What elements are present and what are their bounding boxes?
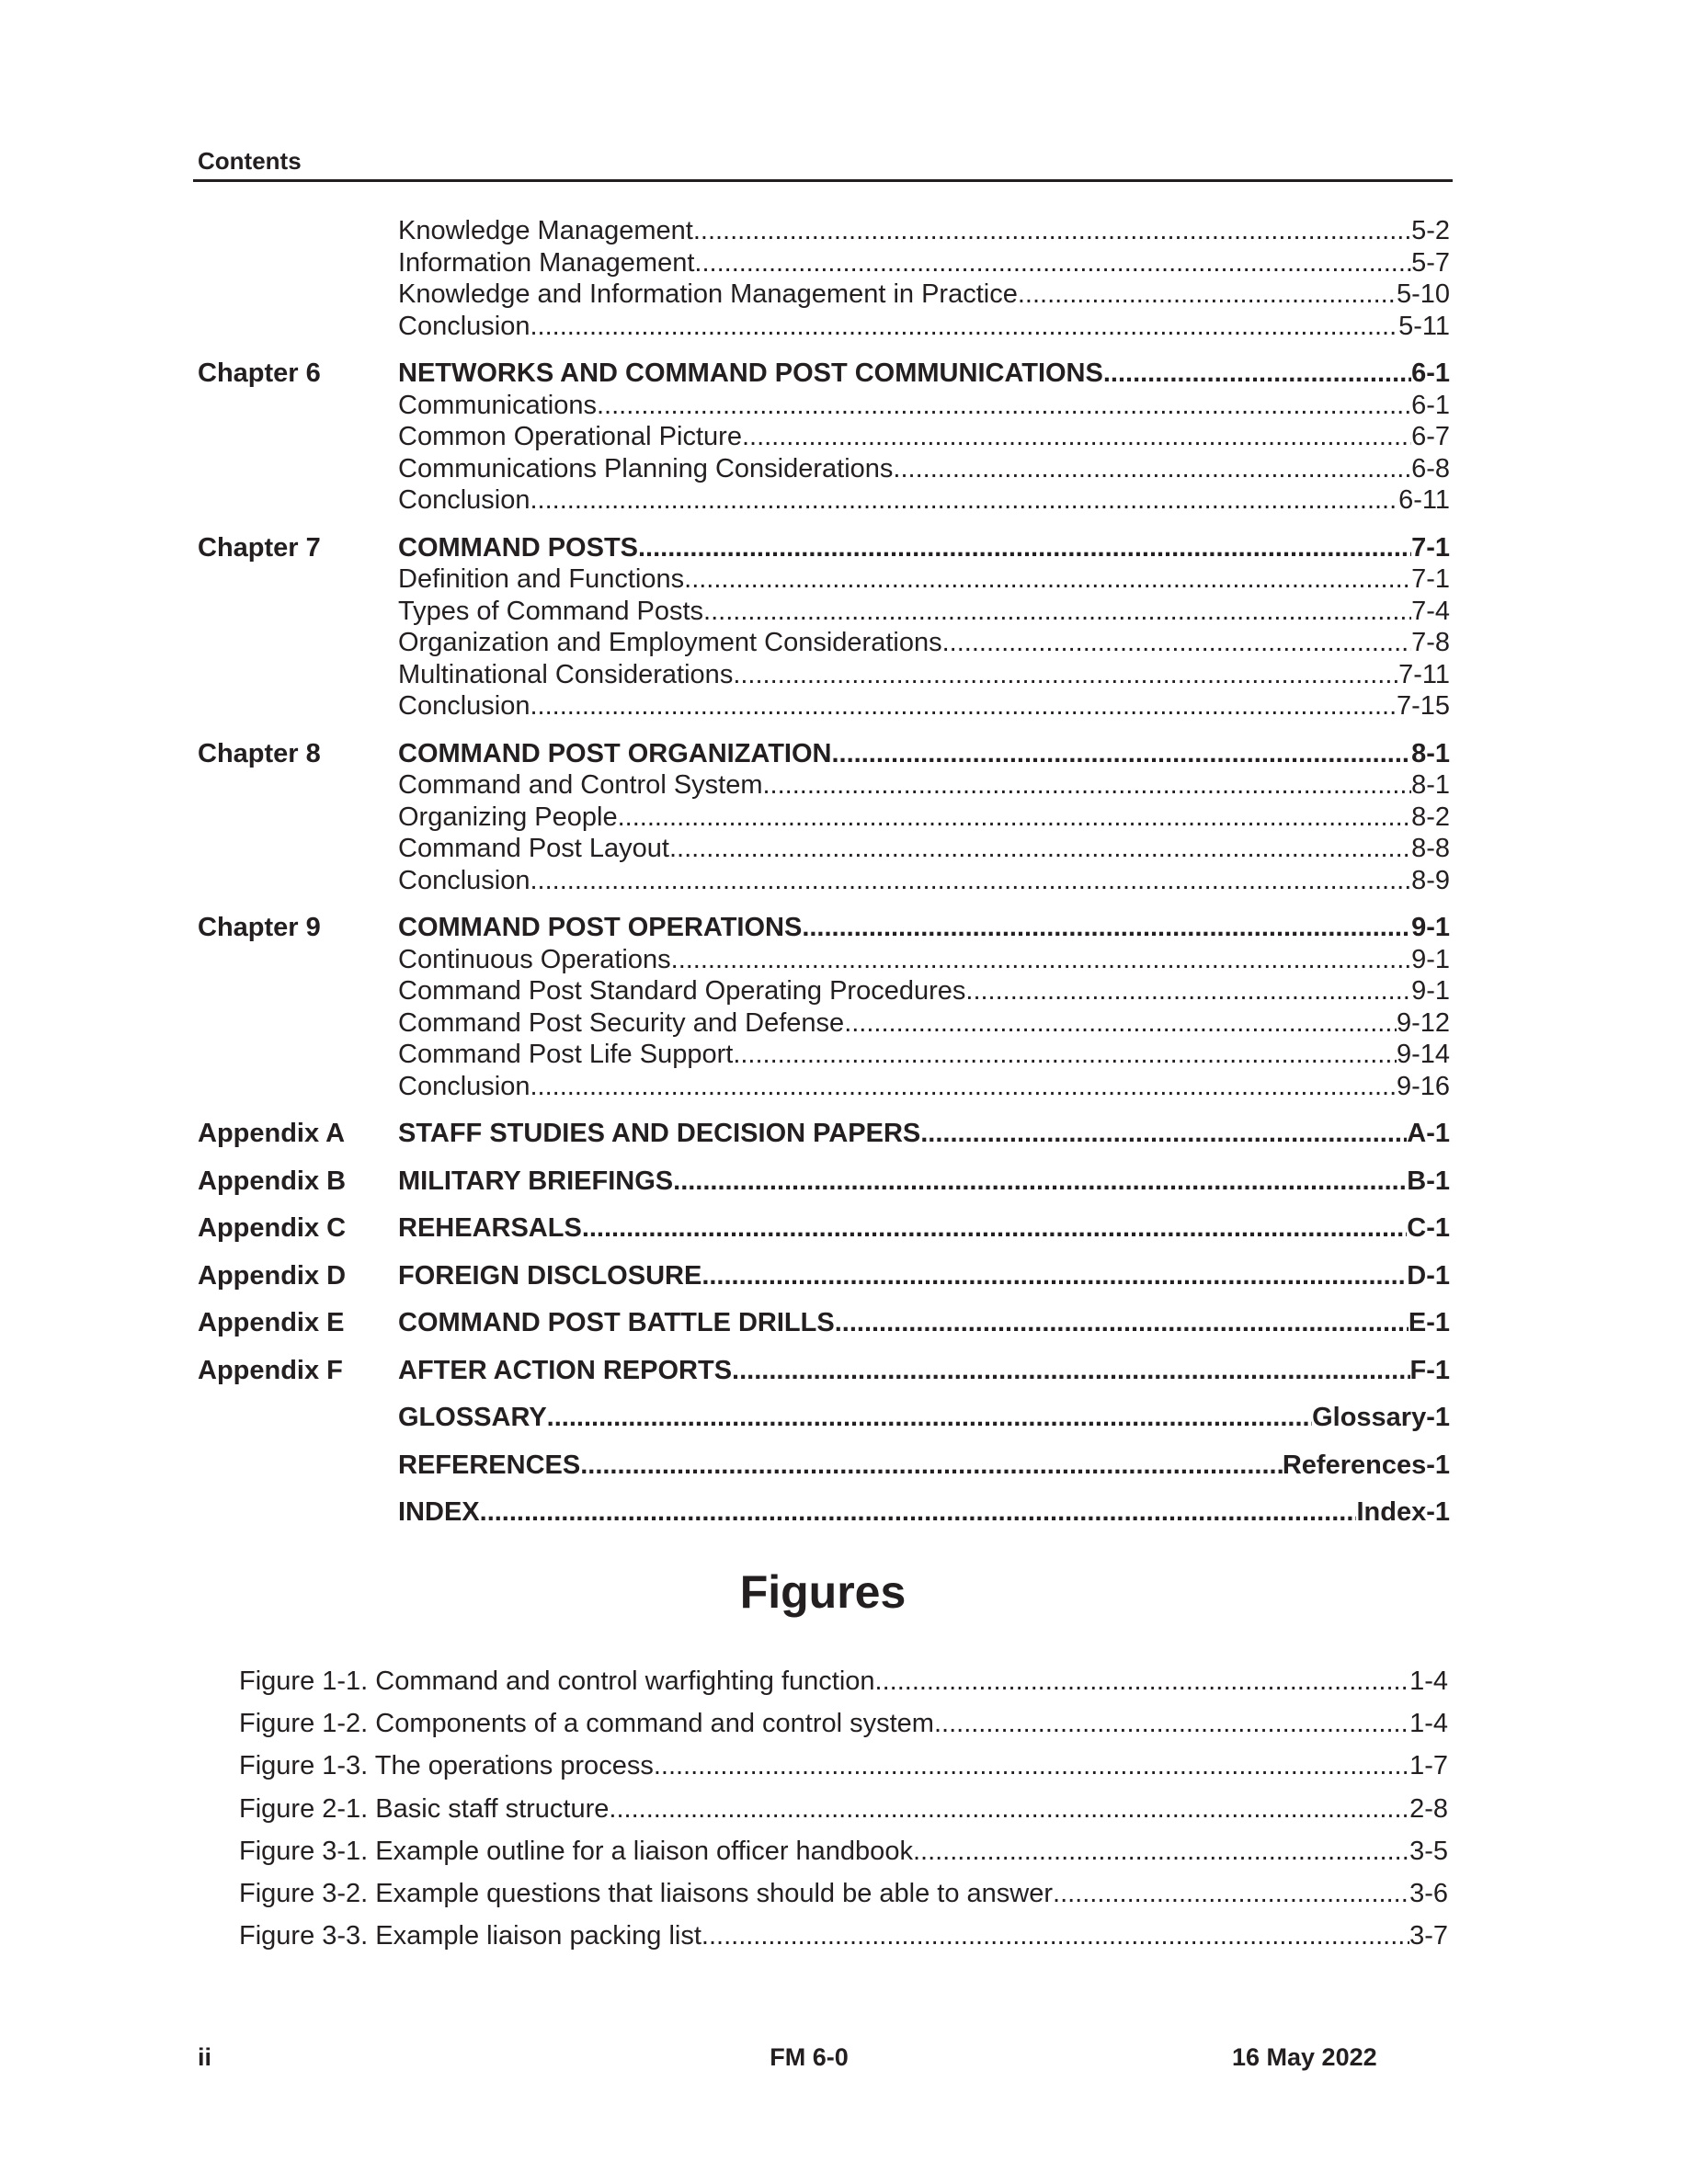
toc-row[interactable] — [198, 865, 1453, 897]
dot-leader — [934, 1702, 1409, 1745]
toc-entry-page: 8-2 — [1411, 802, 1450, 832]
dot-leader — [547, 1402, 1312, 1434]
toc-entry-title: Conclusion — [398, 691, 530, 721]
figure-page: 2-8 — [1409, 1793, 1448, 1824]
dot-leader — [694, 247, 1411, 279]
toc-row[interactable] — [198, 1496, 1453, 1529]
toc-entry-title: Command Post Security and Defense — [398, 1007, 845, 1038]
toc-entry[interactable] — [398, 912, 1450, 944]
figure-list-item[interactable] — [239, 1915, 1448, 1957]
dot-leader — [942, 627, 1411, 659]
toc-entry-page: D-1 — [1407, 1260, 1450, 1291]
toc-entry-page: 9-12 — [1396, 1007, 1450, 1038]
toc-section-label: Chapter 8 — [198, 738, 321, 768]
toc-entry-title: Command Post Layout — [398, 834, 669, 863]
toc-row[interactable] — [198, 1118, 1453, 1150]
dot-leader — [832, 738, 1412, 770]
figure-list-item[interactable] — [239, 1745, 1448, 1787]
dot-leader — [844, 1007, 1397, 1040]
toc-entry-title: STAFF STUDIES AND DECISION PAPERS — [398, 1119, 921, 1148]
figure-page: 3-7 — [1409, 1921, 1448, 1951]
toc-entry[interactable] — [398, 802, 1450, 834]
toc-entry-title: Definition and Functions — [398, 564, 685, 594]
toc-entry-title: REFERENCES — [398, 1450, 581, 1480]
toc-entry-page: B-1 — [1407, 1166, 1450, 1196]
dot-leader — [701, 1260, 1407, 1292]
toc-entry-title: Multinational Considerations — [398, 659, 734, 689]
dot-leader — [733, 1039, 1397, 1071]
toc-group — [198, 1402, 1453, 1434]
toc-entry-page: 9-1 — [1411, 913, 1450, 942]
toc-entry-page: 7-1 — [1411, 564, 1450, 594]
dot-leader — [684, 563, 1411, 596]
toc-entry[interactable] — [398, 279, 1450, 311]
toc-group — [198, 358, 1453, 517]
toc-entry-title: Command Post Life Support — [398, 1040, 734, 1069]
toc-entry-page: 7-1 — [1411, 532, 1450, 563]
toc-row[interactable] — [198, 1007, 1453, 1040]
toc-entry-page: 9-1 — [1411, 944, 1450, 974]
dot-leader — [1053, 1872, 1409, 1915]
toc-group — [198, 912, 1453, 1102]
toc-row[interactable] — [198, 390, 1453, 422]
toc-entry[interactable] — [398, 311, 1450, 343]
dot-leader — [763, 769, 1412, 802]
dot-leader — [580, 1450, 1283, 1482]
toc-entry-page: 7-11 — [1398, 659, 1450, 689]
toc-row[interactable] — [198, 802, 1453, 834]
toc-entry[interactable] — [398, 944, 1450, 976]
toc-row[interactable] — [198, 690, 1453, 722]
toc-entry-page: 5-10 — [1396, 279, 1450, 309]
toc-entry-page: A-1 — [1407, 1119, 1450, 1148]
dot-leader — [965, 975, 1411, 1007]
toc-section-label: Chapter 7 — [198, 532, 321, 563]
dot-leader — [597, 390, 1411, 422]
toc-row[interactable] — [198, 1071, 1453, 1103]
footer-page-number: ii — [198, 2043, 212, 2071]
toc-entry-title: Command and Control System — [398, 770, 763, 800]
dot-leader — [671, 944, 1411, 976]
toc-entry-page: 7-4 — [1411, 596, 1450, 626]
toc-entry[interactable] — [398, 1007, 1450, 1040]
toc-entry[interactable] — [398, 659, 1450, 691]
figure-page: 1-7 — [1409, 1751, 1448, 1781]
toc-entry[interactable] — [398, 1307, 1450, 1339]
toc-row[interactable] — [198, 1260, 1453, 1292]
toc-row[interactable] — [198, 563, 1453, 596]
dot-leader — [1103, 358, 1411, 390]
figure-title: Figure 1-1. Command and control warfighting function — [239, 1666, 875, 1696]
figure-page: 1-4 — [1409, 1666, 1448, 1696]
toc-row[interactable] — [198, 659, 1453, 691]
toc-entry-page: 9-16 — [1396, 1071, 1450, 1101]
toc-entry[interactable] — [398, 833, 1450, 865]
toc-row[interactable] — [198, 358, 1453, 390]
toc-entry[interactable] — [398, 247, 1450, 279]
toc-row[interactable] — [198, 1450, 1453, 1482]
table-of-contents — [198, 215, 1453, 1544]
toc-entry-title: COMMAND POSTS — [398, 532, 638, 563]
toc-row[interactable] — [198, 1402, 1453, 1434]
dot-leader — [582, 1212, 1407, 1245]
toc-entry-title: Conclusion — [398, 865, 530, 895]
dot-leader — [693, 215, 1411, 247]
toc-row[interactable] — [198, 247, 1453, 279]
figure-page: 1-4 — [1409, 1709, 1448, 1739]
toc-group — [198, 1166, 1453, 1198]
dot-leader — [669, 833, 1411, 865]
dot-leader — [609, 1788, 1409, 1830]
toc-group — [198, 532, 1453, 722]
toc-entry-page: 7-15 — [1396, 691, 1450, 721]
toc-entry-title: Knowledge and Information Management in Practice — [398, 279, 1018, 309]
toc-group — [198, 1450, 1453, 1482]
toc-entry-title: Conclusion — [398, 485, 530, 515]
toc-entry-page: 5-7 — [1411, 247, 1450, 278]
figure-list-item[interactable] — [239, 1660, 1448, 1702]
toc-entry[interactable] — [398, 769, 1450, 802]
dot-leader — [673, 1166, 1407, 1198]
figure-title: Figure 3-1. Example outline for a liaison officer handbook — [239, 1836, 913, 1866]
page-header-title: Contents — [198, 147, 302, 175]
toc-entry-title: Information Management — [398, 247, 695, 278]
dot-leader — [920, 1118, 1407, 1150]
toc-entry[interactable] — [398, 484, 1450, 517]
toc-entry[interactable] — [398, 358, 1450, 390]
toc-entry-title: COMMAND POST ORGANIZATION — [398, 738, 832, 768]
toc-group — [198, 1260, 1453, 1292]
toc-row[interactable] — [198, 421, 1453, 453]
figure-title: Figure 3-3. Example liaison packing list — [239, 1921, 701, 1951]
dot-leader — [638, 532, 1411, 564]
toc-entry-page: 6-8 — [1411, 453, 1450, 483]
toc-entry-title: Knowledge Management — [398, 216, 693, 245]
toc-row[interactable] — [198, 532, 1453, 564]
footer-date: 16 May 2022 — [1232, 2043, 1377, 2071]
toc-row[interactable] — [198, 627, 1453, 659]
toc-section-label: Appendix A — [198, 1119, 346, 1148]
toc-entry[interactable] — [398, 975, 1450, 1007]
toc-entry[interactable] — [398, 1071, 1450, 1103]
dot-leader — [530, 690, 1396, 722]
dot-leader — [893, 453, 1411, 485]
toc-entry-page: 8-9 — [1411, 865, 1450, 895]
toc-row[interactable] — [198, 769, 1453, 802]
toc-entry[interactable] — [398, 1212, 1450, 1245]
toc-row[interactable] — [198, 215, 1453, 247]
toc-entry[interactable] — [398, 627, 1450, 659]
dot-leader — [530, 1071, 1396, 1103]
figure-list-item[interactable] — [239, 1702, 1448, 1745]
toc-entry-title: Command Post Standard Operating Procedures — [398, 976, 966, 1006]
toc-section-label: Chapter 9 — [198, 913, 321, 942]
dot-leader — [618, 802, 1411, 834]
toc-row[interactable] — [198, 279, 1453, 311]
toc-entry-page: F-1 — [1409, 1355, 1450, 1385]
dot-leader — [1018, 279, 1397, 311]
toc-entry[interactable] — [398, 1450, 1450, 1482]
toc-entry-title: NETWORKS AND COMMAND POST COMMUNICATIONS — [398, 358, 1103, 388]
header-rule — [193, 179, 1453, 182]
toc-entry-page: 6-1 — [1411, 390, 1450, 420]
footer-doc-id: FM 6-0 — [770, 2043, 849, 2071]
toc-group — [198, 1118, 1453, 1150]
toc-entry-title: Types of Command Posts — [398, 596, 704, 626]
toc-row[interactable] — [198, 311, 1453, 343]
toc-entry[interactable] — [398, 1039, 1450, 1071]
toc-entry[interactable] — [398, 1166, 1450, 1198]
toc-entry[interactable] — [398, 1355, 1450, 1387]
toc-entry-title: Communications — [398, 390, 597, 420]
dot-leader — [733, 659, 1398, 691]
toc-entry[interactable] — [398, 738, 1450, 770]
figure-title: Figure 2-1. Basic staff structure — [239, 1793, 610, 1824]
toc-row[interactable] — [198, 453, 1453, 485]
toc-entry[interactable] — [398, 690, 1450, 722]
toc-entry-title: Organization and Employment Considerations — [398, 628, 942, 657]
toc-entry-page: Glossary-1 — [1312, 1403, 1450, 1432]
toc-entry-page: 6-1 — [1411, 358, 1450, 388]
toc-row[interactable] — [198, 1307, 1453, 1339]
dot-leader — [742, 421, 1411, 453]
toc-entry[interactable] — [398, 215, 1450, 247]
toc-entry-title: FOREIGN DISCLOSURE — [398, 1260, 702, 1291]
toc-row[interactable] — [198, 738, 1453, 770]
dot-leader — [701, 1915, 1409, 1957]
toc-row[interactable] — [198, 484, 1453, 517]
toc-entry-page: 9-14 — [1396, 1040, 1450, 1069]
toc-section-label: Appendix C — [198, 1213, 347, 1243]
toc-group — [198, 1355, 1453, 1387]
toc-entry-page: E-1 — [1408, 1308, 1450, 1337]
toc-entry[interactable] — [398, 390, 1450, 422]
toc-entry[interactable] — [398, 1402, 1450, 1434]
toc-entry[interactable] — [398, 421, 1450, 453]
toc-entry-title: MILITARY BRIEFINGS — [398, 1166, 674, 1196]
toc-group — [198, 1496, 1453, 1529]
dot-leader — [703, 596, 1411, 628]
toc-group — [198, 1307, 1453, 1339]
toc-entry[interactable] — [398, 865, 1450, 897]
toc-entry-page: Index-1 — [1356, 1497, 1450, 1527]
toc-row[interactable] — [198, 1355, 1453, 1387]
toc-section-label: Appendix B — [198, 1166, 347, 1196]
toc-entry-page: References-1 — [1282, 1450, 1450, 1480]
toc-entry-page: 8-1 — [1411, 738, 1450, 768]
toc-group — [198, 738, 1453, 897]
toc-section-label: Chapter 6 — [198, 358, 321, 388]
toc-row[interactable] — [198, 944, 1453, 976]
toc-entry-page: 9-1 — [1411, 976, 1450, 1006]
figure-list-item[interactable] — [239, 1872, 1448, 1915]
toc-entry-title: REHEARSALS — [398, 1213, 582, 1243]
toc-entry-title: GLOSSARY — [398, 1403, 547, 1432]
toc-section-label: Appendix F — [198, 1355, 343, 1385]
dot-leader — [875, 1660, 1410, 1702]
toc-row[interactable] — [198, 1166, 1453, 1198]
toc-entry-title: INDEX — [398, 1497, 480, 1527]
toc-row[interactable] — [198, 596, 1453, 628]
toc-entry-page: 6-7 — [1411, 422, 1450, 451]
toc-entry-page: 8-8 — [1411, 834, 1450, 863]
dot-leader — [913, 1830, 1409, 1872]
toc-group — [198, 1212, 1453, 1245]
figure-page: 3-6 — [1409, 1878, 1448, 1908]
toc-entry[interactable] — [398, 1496, 1450, 1529]
figure-page: 3-5 — [1409, 1836, 1448, 1866]
toc-entry-title: Organizing People — [398, 802, 618, 832]
dot-leader — [530, 865, 1411, 897]
dot-leader — [732, 1355, 1409, 1387]
toc-entry-title: COMMAND POST BATTLE DRILLS — [398, 1308, 835, 1337]
toc-entry-title: Communications Planning Considerations — [398, 453, 894, 483]
toc-row[interactable] — [198, 975, 1453, 1007]
toc-entry[interactable] — [398, 453, 1450, 485]
toc-entry-page: 8-1 — [1411, 770, 1450, 800]
toc-section-label: Appendix D — [198, 1260, 347, 1291]
toc-entry[interactable] — [398, 1260, 1450, 1292]
figure-title: Figure 3-2. Example questions that liaisons should be able to answer — [239, 1878, 1054, 1908]
toc-entry-page: 6-11 — [1398, 485, 1450, 515]
toc-entry-page: C-1 — [1407, 1213, 1450, 1243]
toc-entry-page: 5-2 — [1411, 216, 1450, 245]
figure-title: Figure 1-3. The operations process — [239, 1751, 654, 1781]
dot-leader — [835, 1307, 1409, 1339]
dot-leader — [530, 311, 1398, 343]
figure-list-item[interactable] — [239, 1830, 1448, 1872]
toc-row[interactable] — [198, 1212, 1453, 1245]
toc-section-label: Appendix E — [198, 1308, 345, 1337]
toc-row[interactable] — [198, 912, 1453, 944]
figure-list-item[interactable] — [239, 1788, 1448, 1830]
dot-leader — [480, 1496, 1357, 1529]
toc-entry[interactable] — [398, 596, 1450, 628]
list-of-figures — [239, 1660, 1448, 1957]
toc-entry[interactable] — [398, 563, 1450, 596]
toc-entry-title: Conclusion — [398, 311, 530, 341]
toc-row[interactable] — [198, 833, 1453, 865]
toc-entry-title: Conclusion — [398, 1071, 530, 1101]
toc-entry-title: Common Operational Picture — [398, 422, 742, 451]
toc-group — [198, 215, 1453, 342]
toc-entry-title: AFTER ACTION REPORTS — [398, 1355, 733, 1385]
dot-leader — [654, 1745, 1409, 1787]
toc-entry-title: COMMAND POST OPERATIONS — [398, 913, 803, 942]
figures-heading: Figures — [739, 1566, 907, 1618]
figure-title: Figure 1-2. Components of a command and control system — [239, 1709, 934, 1739]
toc-entry-page: 5-11 — [1398, 311, 1450, 341]
toc-entry[interactable] — [398, 532, 1450, 564]
toc-entry-page: 7-8 — [1411, 628, 1450, 657]
dot-leader — [802, 912, 1411, 944]
toc-row[interactable] — [198, 1039, 1453, 1071]
toc-entry-title: Continuous Operations — [398, 944, 671, 974]
dot-leader — [530, 484, 1398, 517]
toc-entry[interactable] — [398, 1118, 1450, 1150]
